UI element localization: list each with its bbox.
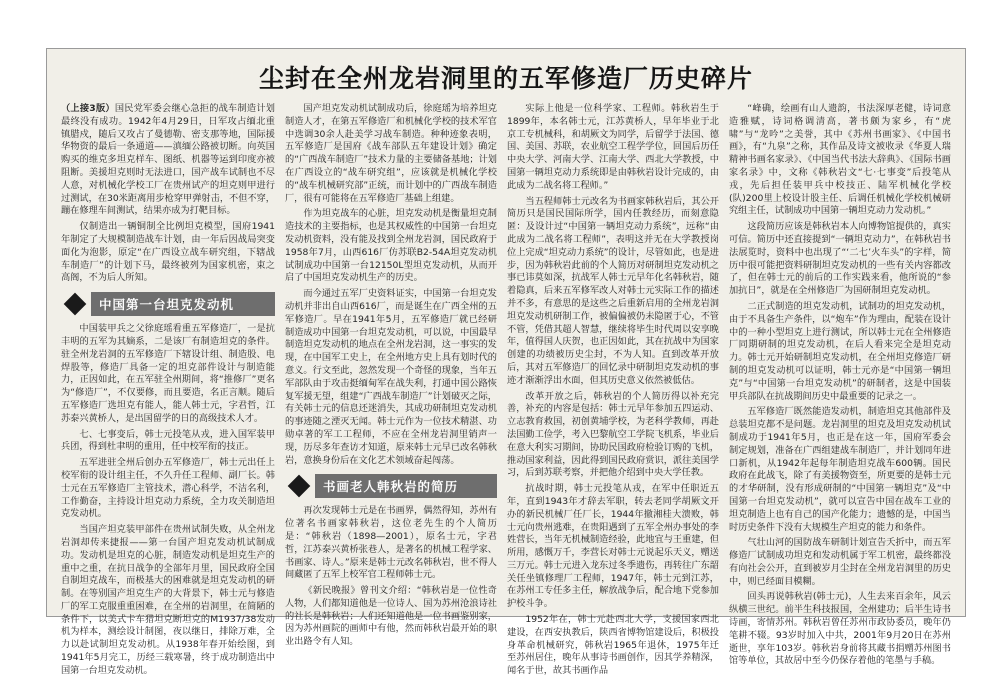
newspaper-page: [46, 48, 966, 677]
paragraph: 实际上他是一位科学家、工程师。韩秋岩生于1899年，本名韩士元，江苏黄桥人，早年毕业于北京工专机械科，和胡厥文为同学，后留学于法国、德国、美国、苏联，农业航空工程学学位，回国后历任中央大学、河南大学、江南大学、西北大学教授，中国第一辆坦克动力系统即是由韩秋岩设计完成的，由此成为二战名将工程师。”: [507, 103, 719, 191]
column-2: [285, 103, 497, 648]
column-1: [61, 103, 275, 676]
diamond-icon: [288, 475, 311, 498]
paragraph: 五军修造厂既然能造发动机，制造坦克其他部件及总装坦克都不是问题。龙岩洞里的坦克及坦克发动机试制成功于1941年5月，也正是在这一年，国府军委会制定规划，准备在广西组建战车制造厂，并计划同年进口新机，从1942年起每年制造坦克战车600辆。国民政府在此战飞，除了有美援物资至，所更要的是韩士元的才华研制，没有形成研制的“中国第一辆坦克”及“中国第一台坦克发动机”，就可以宣告中国在战车工业的坦克制造上也有自己的国产化能力；遗憾的是，中国当时历史条件下没有大规模生产坦克的能力和条件。: [729, 406, 951, 533]
paragraph: 二正式制造的坦克发动机，试制功的坦克发动机，由于不具备生产条件，以“炮车”作为理由，配装在设计中的一种小型坦克上进行测试，所以韩士元在全州修造厂同期研制的坦克发动机，在后人看来完全是坦克动力。韩士元开始研制坦克发动机，在全州坦克修造厂研制的坦克发动机可以证明，韩士元亦是“中国第一辆坦克”与“中国第一台坦克发动机”的研制者，这是中国装甲兵部队在抗战期间历史中最重要的记录之一。: [729, 300, 951, 402]
paragraph: 当国产坦克装甲部件在贵州试制失败，从全州龙岩洞却传来捷报——第一台国产坦克发动机试制成功。发动机是坦克的心脏，制造发动机是坦克生产的重中之重，在抗日战争的全部年月里，国民政府全国自制坦克战车，而极基大的困难就是坦克发动机的研制。在等别国产坦克生产的大背景下，韩士元与修造厂的军工克服重重困难，在全州的岩洞里，在简陋的条件下，以美式卡车猎坦克断坦克的M1937/38发动机为样本，测绘设计制图，夜以继日，排除万难，全力以赴试制坦克发动机。从1938年春开始绘图，到1941年5月完工，历经三载寒暑，终于成功制造出中国第一台坦克发动机。: [61, 524, 275, 676]
section-heading-biography: [285, 474, 497, 498]
paragraph: 抗战时期，韩士元投笔从戎，在军中任职近五年，直到1943年才辞去军职，转去老同学胡厥文开办的新民机械厂任厂长，1944年撤湘桂大溃败，韩士元向贵州逃难，在贵阳遇到了五军全州办事处的李姓营长，当年无机械制造经验，此地宜与王重建，但所用，感慨万千，李营长对韩士元说起乐天义，赠送三万元。韩士元进入龙东过冬季遗伤，再转往广东韶关任坐镇修理厂工程师，1947年，韩士元到江苏，在苏州工专任多主任，解放战争后，配合地下党参加护校斗争。: [507, 483, 719, 610]
paragraph: 中国装甲兵之父徐庭瑶看重五军修造厂，一是抗丰明的五军为其嫡系，二是该厂有制造坦克的条件。驻全州龙岩洞的五军修造厂下辖设计组、制造股、电焊股等，修造厂具备一定的坦克部件设计与制造能力，正因如此，在五军驻全州期间，将“推修厂”更名为“修造厂”，不仅要修，而且要造，名正言顺。随后五军修造厂选坦克有能人，能人韩士元，字君哲，江苏泰兴黄桥人，是出国留学的日的高级技术人才。: [61, 323, 275, 424]
section-heading-text: 书画老人韩秋岩的简历: [315, 474, 497, 498]
paragraph: 五军进驻全州后创办五军修造厂，韩士元出任上校军衔的设计组主任，不久升任工程师、副厂长。韩士元在五军修造厂主管技术，潜心科学，不洁名利，工作勤奋，主持设计坦克动力系统，全力攻关制造坦克发动机。: [61, 457, 275, 520]
paragraph: 回头再说韩秋岩(韩士元)，人生去来百余年，风云纵横三世纪。前半生科技报国，全州建功；后半生诗书诗画，寄情苏州。韩秋岩曾任苏州市政协委员，晚年仍笔耕不辍。93岁时加入中共，2001年9月20日在苏州逝世，享年103岁。韩秋岩身前将其藏书捐赠苏州图书馆等单位，其故居中至今仍保存着他的笔墨与手稿。: [729, 591, 951, 667]
paragraph: 《新民晚报》曾刊文介绍：“韩秋岩是一位性奇人物，人们都知道他是一位诗人、国为苏州沧浪诗社的社长是韩秋岩；人们还知道他是一位书画鉴别家，因为苏州画院的画师中有他，然而韩秋岩最开始的职业出路令有人知。: [285, 585, 497, 648]
diamond-icon: [64, 293, 87, 316]
paragraph: 当五程师韩士元改名为书画家韩秋岩后，其公开简历只是国民国际所学，国内任教经历，而刻意隐匿：及设计过“中国第一辆坦克动力系统”，远称“由此成为二战名将工程师”，表明这并无在大学教授岗位上完成“坦克动力系统”的设计，尽管如此，也是进步，因为韩秋岩此前的个人简历对研制坦克发动机之事已讳莫如深，抗战军人韩士元早年化名韩秋岩，随着隐真，后来五军修军改人对韩士元实际工作的描述并不多，有意思的是这些之后重新启用的全州龙岩洞坦克发动机研制工作，被偏偏被仍未隐匿于心，不管不管，凭借其超人智慧，继续将毕生时代周以安享晚年，值得国人庆贺，也正因如此，其在抗战中为国家创建的功绩被历史尘封，不为人知。直到改革开放后，其对五军修造厂的回忆录中研制坦克发动机的事迹才渐渐浮出水面，但其历史意义依然被低估。: [507, 195, 719, 386]
paragraph: 而今通过五军厂史资料证实，中国第一台坦克发动机并非出自山西616厂，而是诞生在广西全州的五军修造厂。早在1941年5月，五军修造厂就已经研制造成功中国第一台坦克发动机，可以说，中国最早制造坦克发动机的地点在全州龙岩洞，这一事实的发现，在中国军工史上，在全州地方史上具有划时代的意义。行文至此，忽然发现一个奇怪的现象，当年五军部队由于攻击挺缅甸军在战失利，打通中国公路恢复军援无望，组建“广西战车制造厂”计划破灭之际，有关韩士元的信息还迷消失，其成功研制坦克发动机的事迹随之湮灭无闻。韩士元作为一位技术精湛、功勋卓著的军工工程师，不应在全州龙岩洞里销声一现，历尽多年查访才知道，原来韩士元早已改名韩秋岩，意换身份后在文化艺术领域奋起闯荡。: [285, 288, 497, 466]
paragraph: 作为坦克战车的心脏，坦克发动机是衡量坦克制造技术的主要指标，也是其权威性的中国第一台坦克发动机资料，没有能及找到全州龙岩洞，国民政府于1958年7月，山西616厂仿苏联B2-54A坦克发动机试制成功中国第一台12150L型坦克发动机，从而开启了中国坦克发动机生产的历史。: [285, 208, 497, 284]
paragraph: 1952年在，韩士元赴西北大学，支援国家西北建设，在西安执教后，陕西省博物馆建设后，积极投身革命机械研究，韩秋岩1965年退休，1975年迁至苏州居住，晚年从事诗书画创作，因其学养精深，闻名于世，故其书画作品: [507, 614, 719, 677]
paragraph: 国产坦克发动机试制成功后，徐庭瑶为培养坦克制造人才，在第五军修造厂和机械化学校的技术军官中选调30余人赴美学习战车制造。种种迹象表明，五军修造厂是国府《战车部队五年建设计划》确定的“广西战车制造厂”技术力量的主要储备基地；计划在广西设立的“战车研究组”，应该就是机械化学校的“战车机械研究部”正统，而计划中的广西战车制造厂，很有可能将在五军修造厂基础上组建。: [285, 103, 497, 204]
paragraph: 仅制造出一辆铜制全比例坦克模型，国府1941年制定了大规模制造战车计划，由一年后因战局突变面化为泡影，原定“在广西设立战车研究组，下辖战车制造厂”的计划下马，最终被列为国家机密，束之高阁，不为后人所知。: [61, 221, 275, 284]
column-3: [507, 103, 719, 677]
paragraph: 改革开放之后，韩秋岩的个人简历得以补充完善，补充的内容是包括：韩士元早年参加五四运动、立志教育救国，初创黄埔学校，为老科学教师，再赴法国勤工俭学，考入巴黎航空工学院飞机系，毕业后在意大利实习期间，协助民国政府检验订购的飞机，推动国家利益，因此得到国民政府赏识，派往美国学习，后到苏联考察，并把他介绍到中央大学任教。: [507, 390, 719, 479]
paragraph: 气壮山河的国防战车研制计划宣告夭折中，而五军修造厂试制成功坦克和发动机属于军工机密，最终都没有向社会公开，直到被岁月尘封在全州龙岩洞里的历史中，则已经面目模糊。: [729, 537, 951, 587]
lead-text: 国民党军委会继心急拒的战车制造计划最终没有成功。1942年4月29日，日军攻占缅北重镇腊戍，随后又攻占了曼德勒、密支那等地，国际援华物资的最后一条通道——滇缅公路被切断。向英国购买的维克多坦克样车、图纸、机器等运到印度亦被阻断。美援坦克则时无法进口，国产战车试制也不尽人意，对机械化学校工厂在贵州试产的坦克则甲进行过测试，在30米距离用步枪穿甲弹射击，不但不穿，蹦在修理车间测试，结果亦成为打靶目标。: [61, 103, 275, 217]
article-columns: [61, 103, 951, 677]
lead-tag: （上接3版）: [61, 103, 115, 114]
column-4: [729, 103, 951, 667]
article-title: 尘封在全州龙岩洞里的五军修造厂历史碎片: [258, 64, 753, 93]
paragraph: 这段简历应该是韩秋岩本人向博物馆提供的，真实可信。简历中还直接提到“一辆坦克动力”，在韩秋岩书法展览时，资料中也出现了“‘二七’火车头”的字样，简历中很可能把资料研制坦克发动机的一些有关内容都改了，但在韩士元的前后的工作实践来看，他所说的“参加抗日”，就是在全州修造厂为国研制坦克发动机。: [729, 221, 951, 297]
lead-paragraph: [61, 103, 275, 218]
paragraph: 再次发现韩士元是在书画界，偶然得知，苏州有位著名书画家韩秋岩，这位老先生的个人简历是：“韩秋岩（1898—2001），原名士元，字君哲，江苏泰兴黄桥张巷人，是著名的机械工程学家、书画家、诗人。”原来是韩士元改名韩秋岩，世不得人间藏匿了五军上校军官工程师韩士元。: [285, 505, 497, 581]
section-heading-text: 中国第一台坦克发动机: [91, 292, 275, 316]
paragraph: “峰确，绘画有山人遗韵，书法深厚老健，诗词意造雅赋，诗词格调清高，著书颇为家乡，有“虎啸”与“龙吟”之美誉，其中《苏州书画家》、《中国书画》，有“九泉”之称，其作品及诗文被收录《华夏人瑞精神书画名家录》、《中国当代书法大辞典》、《国际书画家名录》中，文称《韩秋岩文“七·七事变”后投笔从戎，先后担任装甲兵中校技正、陆军机械化学校(队)200里上校设计股主任、后调任机械化学校机械研究组主任，试制成功中国第一辆坦克动力发动机。”: [729, 103, 951, 217]
section-heading-engine: [61, 292, 275, 316]
paragraph: 七、七事变后，韩士元投笔从戎，进入国军装甲兵团，得到杜聿明的重用，任中校军衔的技正。: [61, 428, 275, 453]
